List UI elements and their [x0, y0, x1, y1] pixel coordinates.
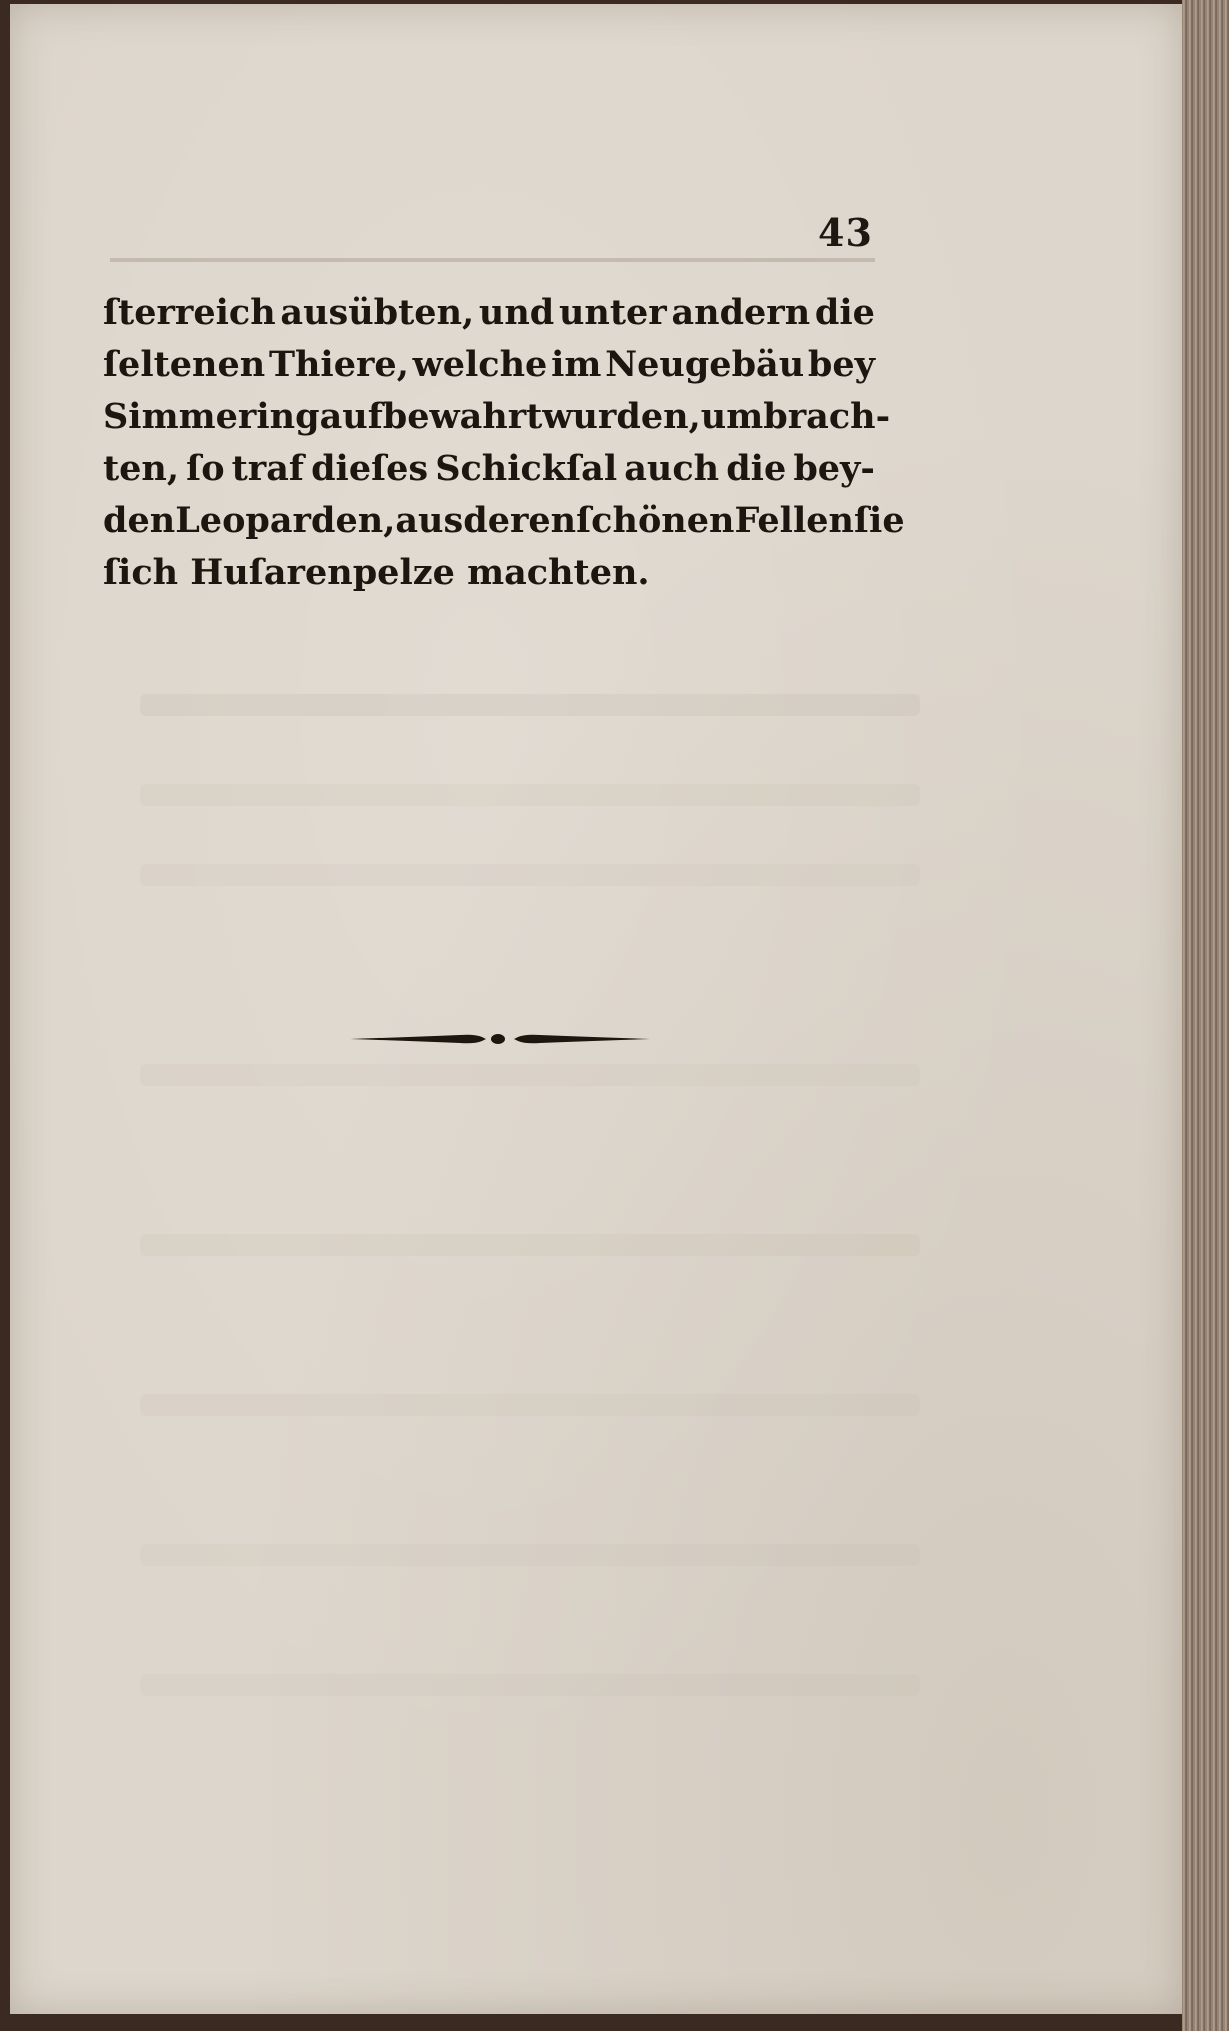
page-stack-edge — [1182, 0, 1229, 2031]
word: im — [551, 344, 602, 385]
word: ſchönen — [576, 500, 735, 541]
show-through-line — [140, 1394, 920, 1416]
word: Thiere, — [268, 344, 409, 385]
word: aufbewahrt — [319, 396, 543, 437]
body-text — [103, 287, 905, 599]
show-through-line — [140, 1234, 920, 1256]
word: die — [814, 292, 875, 333]
left-binding-edge — [0, 0, 10, 2031]
word: den — [103, 500, 176, 541]
word: ſterreich — [103, 292, 276, 333]
word: umbrach- — [700, 396, 891, 437]
word: aus — [395, 500, 464, 541]
text-line: ſich Huſarenpelze machten. — [103, 552, 650, 593]
show-through-line — [140, 1064, 920, 1086]
word: Schickſal — [435, 448, 618, 489]
word: bey — [807, 344, 875, 385]
word: unter — [558, 292, 667, 333]
word: welche — [412, 344, 548, 385]
word: Fellen — [734, 500, 854, 541]
show-through-line — [140, 784, 920, 806]
word: Leoparden, — [175, 500, 396, 541]
word: traf — [231, 448, 304, 489]
word: andern — [671, 292, 811, 333]
word: die — [726, 448, 787, 489]
word: und — [478, 292, 555, 333]
word: wurden, — [542, 396, 701, 437]
word: ſie — [853, 500, 905, 541]
page-number: 43 — [818, 210, 873, 255]
word: dieſes — [311, 448, 429, 489]
ornament-divider — [350, 1027, 650, 1051]
header-rule — [110, 258, 875, 262]
text-line — [103, 495, 905, 547]
show-through-line — [140, 1674, 920, 1696]
word: deren — [463, 500, 577, 541]
show-through-line — [140, 1544, 920, 1566]
text-line — [103, 287, 875, 339]
word: ſo — [186, 448, 225, 489]
word: ten, — [103, 448, 180, 489]
text-line — [103, 443, 875, 495]
word: auch — [624, 448, 720, 489]
text-line — [103, 391, 891, 443]
word: Neugebäu — [605, 344, 805, 385]
word: Simmering — [103, 396, 320, 437]
text-line — [103, 339, 875, 391]
word: ausübten, — [280, 292, 475, 333]
show-through-line — [140, 864, 920, 886]
show-through-line — [140, 694, 920, 716]
word: bey- — [793, 448, 875, 489]
word: ſeltenen — [103, 344, 266, 385]
